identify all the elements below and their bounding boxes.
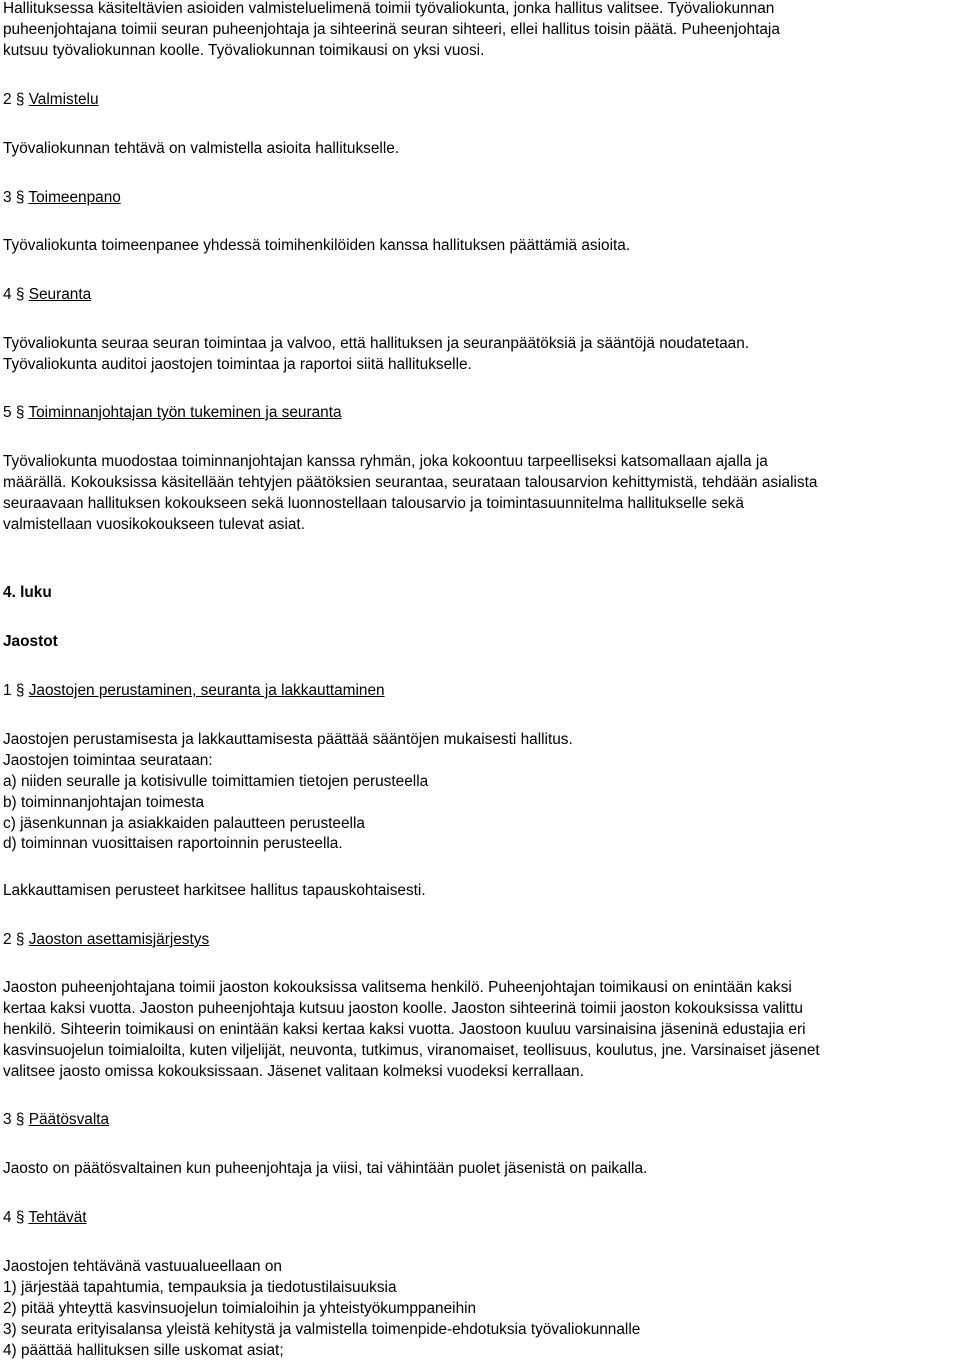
list-item: c) jäsenkunnan ja asiakkaiden palautteen perusteella — [3, 814, 365, 832]
text-line: Jaostojen perustamisesta ja lakkauttamisesta päättää sääntöjen mukaisesti hallitus. — [3, 731, 573, 748]
section-title: Päätösvalta — [28, 1111, 110, 1128]
text-line: Lakkauttamisen perusteet harkitsee hallitus tapauskohtaisesti. — [3, 882, 426, 899]
list-item: 2) pitää yhteyttä kasvinsuojelun toimialoihin ja yhteistyökumppaneihin — [3, 1299, 477, 1317]
section-text — [3, 730, 960, 855]
section-text — [3, 452, 960, 536]
section-text — [3, 1159, 960, 1180]
section-sign: § — [15, 404, 25, 421]
text-line: Työvaliokunta auditoi jaostojen toimintaa ja raportoi siitä hallitukselle. — [3, 355, 472, 373]
section-number: 2 — [3, 91, 12, 108]
chapter-number-text: 4. luku — [3, 584, 52, 601]
intro-paragraph — [3, 0, 960, 62]
section-number: 5 — [3, 404, 12, 421]
text-line: Hallituksessa käsiteltävien asioiden valmisteluelimenä toimii työvaliokunta, jonka hallitus valitsee. Työvaliokunnan — [3, 0, 775, 17]
section-sign: § — [15, 1209, 25, 1226]
section-text — [3, 978, 960, 1082]
section-heading — [3, 285, 960, 306]
section-heading — [3, 681, 960, 702]
section-text — [3, 1257, 960, 1361]
section-sign: § — [15, 189, 25, 206]
section-sign: § — [15, 931, 25, 948]
text-line: Työvaliokunnan tehtävä on valmistella asioita hallitukselle. — [3, 140, 400, 157]
list-item: b) toiminnanjohtajan toimesta — [3, 793, 205, 811]
section-text — [3, 334, 960, 376]
section-text — [3, 881, 960, 902]
text-line: puheenjohtajana toimii seuran puheenjohtaja ja sihteerinä seuran sihteeri, ellei hallitus toisin päätä. Puheenjohtaja — [3, 20, 780, 38]
text-line: Jaostojen toimintaa seurataan: — [3, 751, 213, 769]
section-heading — [3, 188, 960, 209]
section-sign: § — [15, 682, 25, 699]
section-number: 4 — [3, 286, 12, 303]
text-line: seuraavaan hallituksen kokoukseen sekä luonnostellaan talousarvio ja toimintasuunnitelma hallitukselle sekä — [3, 494, 744, 512]
section-title: Seuranta — [28, 286, 92, 303]
section-title: Toiminnanjohtajan työn tukeminen ja seuranta — [28, 404, 342, 421]
section-number: 3 — [3, 189, 12, 206]
section-title: Toimeenpano — [28, 189, 121, 206]
section-sign: § — [15, 91, 25, 108]
section-text — [3, 236, 960, 257]
chapter-title — [3, 632, 960, 653]
section-heading — [3, 930, 960, 951]
text-line: kasvinsuojelun toimialoilta, kuten viljelijät, neuvonta, tutkimus, viranomaiset, teollisuus, koulutus, jne. Varsinaiset jäsenet — [3, 1041, 820, 1059]
chapter-title-text: Jaostot — [3, 633, 58, 650]
text-line: Työvaliokunta seuraa seuran toimintaa ja valvoo, että hallituksen ja seuranpäätöksiä ja sääntöjä noudatetaan. — [3, 335, 750, 352]
text-line: Työvaliokunta muodostaa toiminnanjohtajan kanssa ryhmän, joka kokoontuu tarpeelliseksi katsomallaan ajalla ja — [3, 453, 768, 470]
section-sign: § — [15, 286, 25, 303]
list-item: d) toiminnan vuosittaisen raportoinnin perusteella. — [3, 835, 343, 853]
list-item: 3) seurata erityisalansa yleistä kehitystä ja valmistella toimenpide-ehdotuksia työvaliokunnalle — [3, 1320, 641, 1338]
section-heading — [3, 403, 960, 424]
text-line: määrällä. Kokouksissa käsitellään tehtyjen päätöksien seurantaa, seurataan talousarvion kehittymistä, tehdään asialista — [3, 473, 818, 491]
section-heading — [3, 1208, 960, 1229]
section-number: 4 — [3, 1209, 12, 1226]
section-number: 3 — [3, 1111, 12, 1128]
section-title: Tehtävät — [28, 1209, 87, 1226]
section-sign: § — [15, 1111, 25, 1128]
text-line: kutsuu työvaliokunnan koolle. Työvaliokunnan toimikausi on yksi vuosi. — [3, 41, 485, 59]
text-line: kertaa kaksi vuotta. Jaoston puheenjohtaja kutsuu jaoston koolle. Jaoston sihteerinä toimii jaoston kokouksissa valittu — [3, 999, 803, 1017]
text-line: henkilö. Sihteerin toimikausi on enintään kaksi kertaa kaksi vuotta. Jaostoon kuuluu varsinaisina jäseninä edustajia eri — [3, 1020, 806, 1038]
section-number: 2 — [3, 931, 12, 948]
list-item: 4) päättää hallituksen sille uskomat asiat; — [3, 1341, 284, 1359]
section-text — [3, 139, 960, 160]
text-line: Jaoston puheenjohtajana toimii jaoston kokouksissa valitsema henkilö. Puheenjohtajan toimikausi on enintään kaksi — [3, 979, 792, 996]
section-number: 1 — [3, 682, 12, 699]
list-item: 1) järjestää tapahtumia, tempauksia ja tiedotustilaisuuksia — [3, 1278, 397, 1296]
text-line: valmistellaan vuosikokoukseen tulevat asiat. — [3, 515, 305, 533]
text-line: valitsee jaosto omissa kokouksissaan. Jäsenet valitaan kolmeksi vuodeksi kerrallaan. — [3, 1062, 584, 1080]
section-heading — [3, 1110, 960, 1131]
section-title: Jaostojen perustaminen, seuranta ja lakkauttaminen — [28, 682, 385, 699]
text-line: Jaosto on päätösvaltainen kun puheenjohtaja ja viisi, tai vähintään puolet jäsenistä on paikalla. — [3, 1160, 648, 1177]
section-title: Valmistelu — [28, 91, 99, 108]
list-item: a) niiden seuralle ja kotisivulle toimittamien tietojen perusteella — [3, 772, 429, 790]
text-line: Jaostojen tehtävänä vastuualueellaan on — [3, 1258, 282, 1275]
section-title: Jaoston asettamisjärjestys — [28, 931, 210, 948]
text-line: Työvaliokunta toimeenpanee yhdessä toimihenkilöiden kanssa hallituksen päättämiä asioita. — [3, 237, 631, 254]
section-heading — [3, 90, 960, 111]
chapter-number — [3, 583, 960, 604]
